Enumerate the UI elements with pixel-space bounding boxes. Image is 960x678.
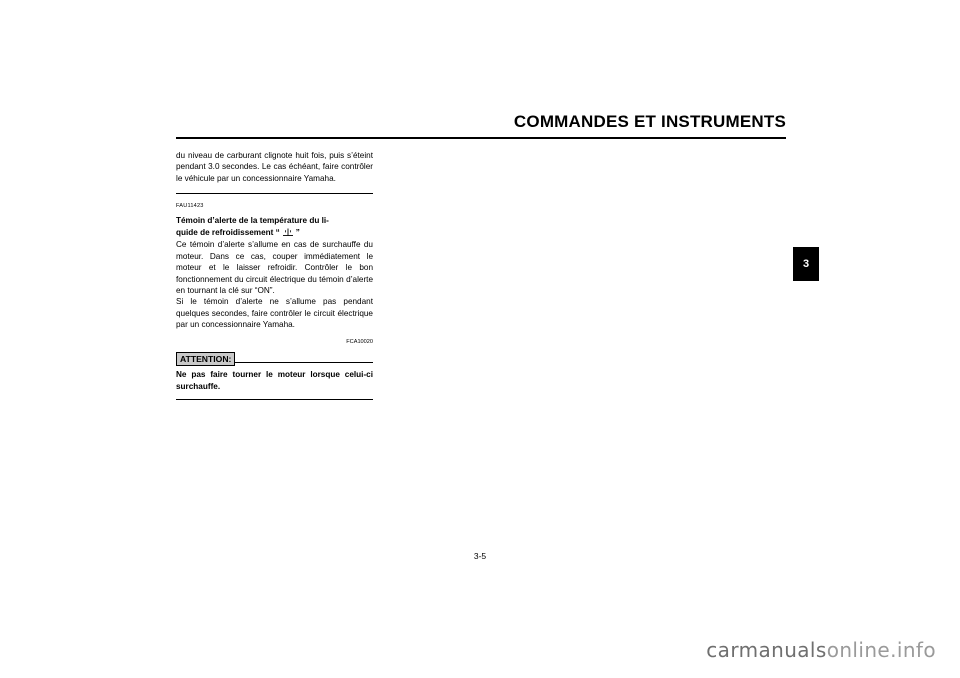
section-heading-line2-pre: quide de refroidissement “	[176, 228, 280, 238]
section-heading-line2	[176, 227, 373, 238]
body-paragraph-1: Ce témoin d’alerte s’allume en cas de surchauffe du moteur. Dans ce cas, couper immédiatement le moteur et le laisser refroidir. Contrôler le bon fonctionnement du circuit électrique du témoin d’alerte en tournant la clé sur “ON”.	[176, 240, 373, 296]
attention-rule	[235, 362, 373, 363]
section-heading-line2-post: ”	[295, 228, 300, 238]
coolant-temperature-warning-icon	[280, 228, 296, 237]
page-number: 3-5	[473, 551, 487, 561]
attention-header	[176, 352, 373, 366]
page-title: COMMANDES ET INSTRUMENTS	[513, 112, 786, 131]
header-divider	[176, 137, 786, 139]
page-header	[176, 112, 786, 132]
watermark-part2: online.info	[826, 638, 936, 662]
attention-text: Ne pas faire tourner le moteur lorsque celui-ci surchauffe.	[176, 370, 373, 391]
continued-paragraph: du niveau de carburant clignote huit fois, puis s’éteint pendant 3.0 secondes. Le cas échéant, faire contrôler le véhicule par un concessionnaire Yamaha.	[176, 151, 373, 183]
body-paragraph-2: Si le témoin d’alerte ne s’allume pas pendant quelques secondes, faire contrôler le circuit électrique par un concessionnaire Yamaha.	[176, 297, 373, 330]
site-watermark	[706, 638, 936, 662]
text-column	[176, 150, 373, 400]
watermark-part1: carmanuals	[706, 638, 827, 662]
attention-reference-code: FCA10020	[346, 338, 373, 345]
attention-badge: ATTENTION:	[176, 352, 235, 366]
section-heading-line1: Témoin d’alerte de la température du li-	[176, 215, 329, 225]
section-divider-top	[176, 193, 373, 194]
chapter-tab: 3	[793, 247, 819, 281]
section-reference-code: FAU11423	[176, 203, 204, 210]
section-divider-bottom	[176, 399, 373, 400]
